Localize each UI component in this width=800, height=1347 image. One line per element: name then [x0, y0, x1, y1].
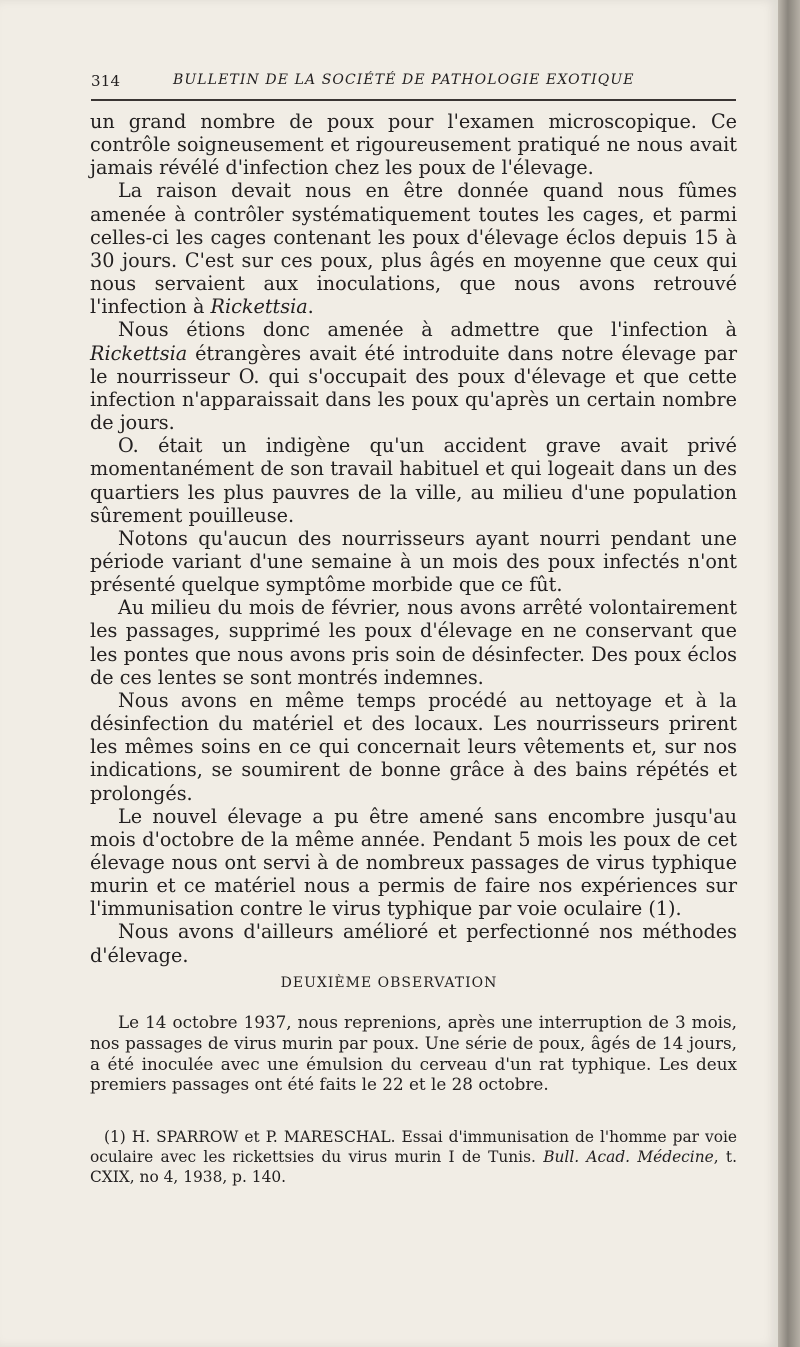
page-edge [778, 0, 800, 1347]
paragraph: O. était un indigène qu'un accident grave avait privé momentanément de son travail habituel et qui logeait dans un des quartiers les plus pauvres de la ville, au milieu d'une population sûrement pouilleuse. [90, 434, 737, 527]
main-text [90, 110, 737, 967]
footnote [90, 1127, 737, 1187]
paragraph: Nous avons en même temps procédé au nettoyage et à la désinfection du matériel et des locaux. Les nourrisseurs prirent les mêmes soins en ce qui concernait leurs vêtements et, sur nos indications, se soumirent de bonne grâce à des bains répétés et prolongés. [90, 688, 737, 805]
paragraph: Notons qu'aucun des nourrisseurs ayant nourri pendant une période variant d'une semaine à un mois des poux infectés n'ont présenté quelque symptôme morbide que ce fût. [90, 526, 737, 597]
paragraph: Le 14 octobre 1937, nous reprenions, après une interruption de 3 mois, nos passages de virus murin par poux. Une série de poux, âgés de 14 jours, a été inoculée avec une émulsion du cerveau d'un rat typhique. Les deux premiers passages ont été faits le 22 et le 28 octobre. [90, 1012, 737, 1095]
running-title: BULLETIN DE LA SOCIÉTÉ DE PATHOLOGIE EXOTIQUE [173, 72, 635, 88]
journal-title: Bull. Acad. Médecine [543, 1148, 714, 1166]
running-header [91, 72, 736, 92]
paragraph: un grand nombre de poux pour l'examen microscopique. Ce contrôle soigneusement et rigoureusement pratiqué ne nous avait jamais révélé d'infection chez les poux de l'élevage. [90, 110, 737, 180]
footnote-text: (1) H. SPARROW et P. MARESCHAL. Essai d'immunisation de l'homme par voie oculaire avec les rickettsies du virus murin I de Tunis. Bull. Acad. Médecine, t. CXIX, no 4, 1938, p. 140. [90, 1128, 737, 1186]
paragraph: Nous étions donc amenée à admettre que l'infection à Rickettsia étrangères avait été introduite dans notre élevage par le nourrisseur O. qui s'occupait des poux d'élevage et que cette infection n'apparaissait dans les poux qu'après un certain nombre de jours. [90, 318, 737, 435]
italic-term: Rickettsia [210, 295, 308, 319]
section-text [90, 1012, 737, 1095]
header-rule [91, 99, 736, 101]
page-number: 314 [91, 72, 121, 90]
paragraph: Au milieu du mois de février, nous avons arrêté volontairement les passages, supprimé les poux d'élevage en ne conservant que les pontes que nous avons pris soin de désinfecter. Des poux éclos de ces lentes se sont montrés indemnes. [90, 596, 737, 689]
italic-term: Rickettsia [90, 341, 188, 365]
section-heading: DEUXIÈME OBSERVATION [280, 975, 498, 991]
paragraph: Le nouvel élevage a pu être amené sans encombre jusqu'au mois d'octobre de la même année. Pendant 5 mois les poux de cet élevage nous ont servi à de nombreux passages de virus typhique murin et ce matériel nous a permis de faire nos expériences sur l'immunisation contre le virus typhique par voie oculaire (1). [90, 804, 737, 921]
paragraph: La raison devait nous en être donnée quand nous fûmes amenée à contrôler systématiquement toutes les cages, et parmi celles-ci les cages contenant les poux d'élevage éclos depuis 15 à 30 jours. C'est sur ces poux, plus âgés en moyenne que ceux qui nous servaient aux inoculations, que nous avons retrouvé l'infection à Rickettsia. [90, 179, 737, 319]
paragraph: Nous avons d'ailleurs amélioré et perfectionné nos méthodes d'élevage. [90, 920, 737, 967]
